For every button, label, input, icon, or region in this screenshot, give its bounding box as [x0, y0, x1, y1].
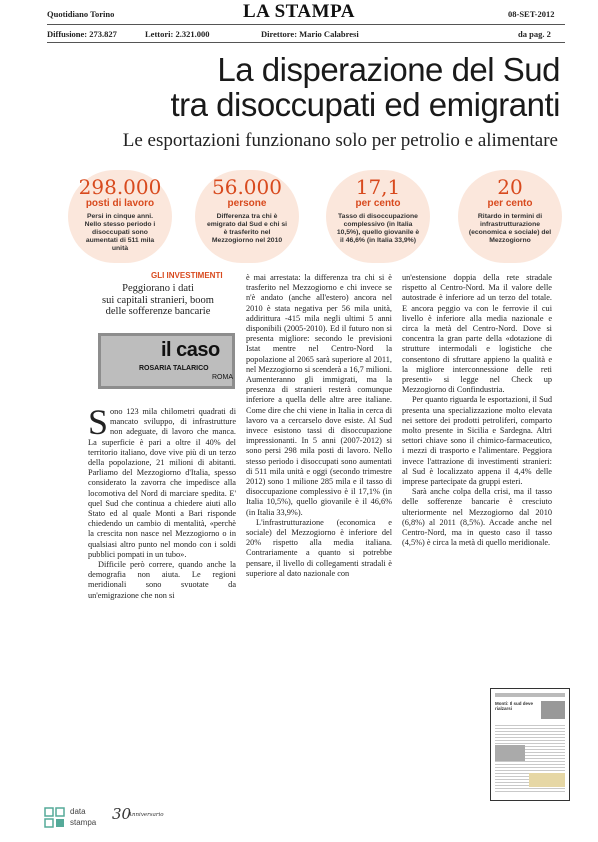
- author-byline: ROSARIA TALARICO: [139, 365, 209, 372]
- newspaper-type: Quotidiano Torino: [47, 9, 115, 19]
- stat-label: per cento: [487, 198, 533, 209]
- datastampa-logo-icon: [44, 807, 66, 829]
- article-column-2: [246, 273, 392, 579]
- stat-label: persone: [227, 198, 267, 209]
- diffusione: Diffusione: 273.827: [47, 29, 117, 39]
- stat-card-infrastructure: [458, 170, 562, 263]
- page-reference: da pag. 2: [518, 29, 551, 39]
- article-paragraph: un'estensione doppia della rete stradale rispetto al Centro-Nord. Ma il valore delle autostrade è inferiore ad un terzo del totale. E ancora peggio va con le ferrovie il cui livello è inferiore alla media nazionale e circa la metà del Centro-Nord. Dove si concentra la gran parte della «dotazione di strutture intermodali e logistiche che consentono di sfruttare appieno la qualità e la migliore interconnessione delle reti presenti» si legge nel Check up Mezzogiorno di Confindustria.: [402, 273, 552, 395]
- headline-line2: tra disoccupati ed emigranti: [170, 86, 560, 123]
- stat-label: per cento: [355, 198, 401, 209]
- anniversary-text: Anniversario: [128, 812, 164, 818]
- headline-line1: La disperazione del Sud: [217, 51, 560, 88]
- stat-number: 298.000: [78, 175, 162, 199]
- stat-description: Ritardo in termini di infrastrutturazione (economica e sociale) del Mezzogiorno: [468, 213, 552, 244]
- stat-card-jobs: [68, 170, 172, 263]
- article-paragraph: ono 123 mila chilometri quadrati di mancato sviluppo, di infrastrutture non adeguate, di lavoro che manca. La superficie è pari a oltre il 40% del territorio italiano, dove vive più di un terzo della popolazione, 21 milioni di abitanti. Parliamo del Mezzogiorno d'Italia, spesso considerato la zavorra che impedisce alla locomotiva del Nord di marciare spedita. E' quel Sud che continua a chiedere aiuti allo Stato ed al quale Monti a Bari risponde chiedendo un cambio di mentalità, «perchè la crescita non nasce nel Mezzogiorno o in qualsiasi altro punto nel mondo con i soldi pubblici pompati in un tubo».: [88, 407, 236, 559]
- article-paragraph: L'infrastrutturazione (economica e sociale) del Mezzogiorno è inferiore del 20% rispetto alla media italiana. Contrariamente a quanto si potrebbe pensare, il livello di collegamenti stradali è superiore al dato nazionale con: [246, 517, 392, 578]
- dateline-city: ROMA: [212, 374, 233, 381]
- masthead: LA STAMPA: [243, 1, 355, 22]
- section-kicker: GLI INVESTIMENTI: [151, 271, 223, 280]
- stat-label: posti di lavoro: [85, 198, 155, 209]
- il-caso-box: [98, 333, 235, 389]
- thumbnail-photo-2: [495, 745, 525, 761]
- article-paragraph: Per quanto riguarda le esportazioni, il Sud presenta una specializzazione molto elevata nei settore dei prodotti petroliferi, comparto molto presente in Sicilia e Sardegna. Altri settori chiave sono il chimico-farmaceutico, i mezzi di trasporto e l'alimentare. Peggiora invece l'attrazione di investimenti stranieri: al Sud è localizzato appena il 4,4% delle imprese partecipate da gruppi esteri.: [402, 395, 552, 487]
- sidebar-subhead: [78, 283, 238, 318]
- stat-number: 17,1: [355, 175, 401, 199]
- header-rule-bottom: [47, 42, 565, 43]
- subhead-line3: delle sofferenze bancarie: [105, 306, 211, 317]
- article-paragraph: Difficile però correre, quando anche la demografia non aiuta. Le regioni meridionali sono svuotate da un'emigrazione che non si: [88, 560, 236, 600]
- stat-card-migration: [195, 170, 299, 263]
- header-rule-top: [47, 24, 565, 25]
- subhead-line2: sui capitali stranieri, boom: [102, 294, 214, 306]
- lettori: Lettori: 2.321.000: [145, 29, 210, 39]
- stat-description: Differenza tra chi è emigrato dal Sud e chi si è trasferito nel Mezzogiorno nel 2010: [206, 213, 288, 244]
- article-column-3: [402, 273, 552, 548]
- stat-description: Persi in cinque anni. Nello stesso periodo i disoccupati sono aumentati di 511 mila unità: [84, 213, 156, 252]
- direttore: Direttore: Mario Calabresi: [261, 29, 359, 39]
- thumbnail-title: Monti: Il sud deve rialzarsi: [495, 701, 534, 711]
- issue-date: 08-SET-2012: [508, 9, 555, 19]
- page-thumbnail: [490, 688, 570, 801]
- thumbnail-photo: [541, 701, 565, 719]
- subhead-line1: Peggiorano i dati: [122, 283, 194, 294]
- datastampa-brand: data stampa: [70, 807, 97, 827]
- article-paragraph: Sarà anche colpa della crisi, ma il tasso delle sofferenze bancarie è cresciuto ulteriormente nel Mezzogiorno dal 2010 (6,8%) al 2011 (8,5%). Accade anche nel Centro-Nord, ma in questo caso il tasso (4,5%) è circa la metà di quello meridionale.: [402, 487, 552, 548]
- drop-cap: S: [88, 402, 109, 442]
- thumbnail-box: [529, 773, 565, 787]
- anniversary-number: 30: [112, 805, 132, 823]
- headline-subtitle: Le esportazioni funzionano solo per petrolio e alimentare: [122, 130, 558, 151]
- stat-description: Tasso di disoccupazione complessivo (in Italia 10,5%), quello giovanile è il 46,6% (in Italia 33,9%): [336, 213, 420, 244]
- stat-number: 56.000: [212, 175, 282, 199]
- stat-card-unemployment: [326, 170, 430, 263]
- article-paragraph: è mai arrestata: la differenza tra chi si è trasferito nel Mezzogiorno e chi invece se n'è andato (anche all'estero) ancora nel 2010 è stata negativa per 56 mila unità, addirittura -415 mila negli ultimi 5 anni disponibili (2005-2010). Ed il futuro non si presenta migliore: secondo le previsioni Istat mentre nel Centro-Nord la popolazione al 2065 sarà superiore al 2011, nel Mezzogiorno si scenderà a 16,7 milioni. Aumenteranno gli immigrati, ma la presenza di stranieri resterà comunque inferiore a quella delle altre aree italiane. Come dire che chi viene in Italia in cerca di lavoro va a cercarselo dove esiste. Al Sud invece esistono tassi di disoccupazione impressionanti. In 5 anni (2007-2012) si sono persi 298 mila posti di lavoro. Nello stesso periodo i disoccupati sono aumentati di 511 mila unità e oggi (secondo trimestre 2012) sono 1 milione 285 mila e il tasso di disoccupazione complessivo è il 17,1% (in Italia 10,5%), quello giovanile è il 46,6% (in Italia 33,9%).: [246, 273, 392, 517]
- caso-label: il caso: [161, 339, 220, 361]
- stat-number: 20: [497, 175, 523, 199]
- article-column-1: [88, 402, 236, 601]
